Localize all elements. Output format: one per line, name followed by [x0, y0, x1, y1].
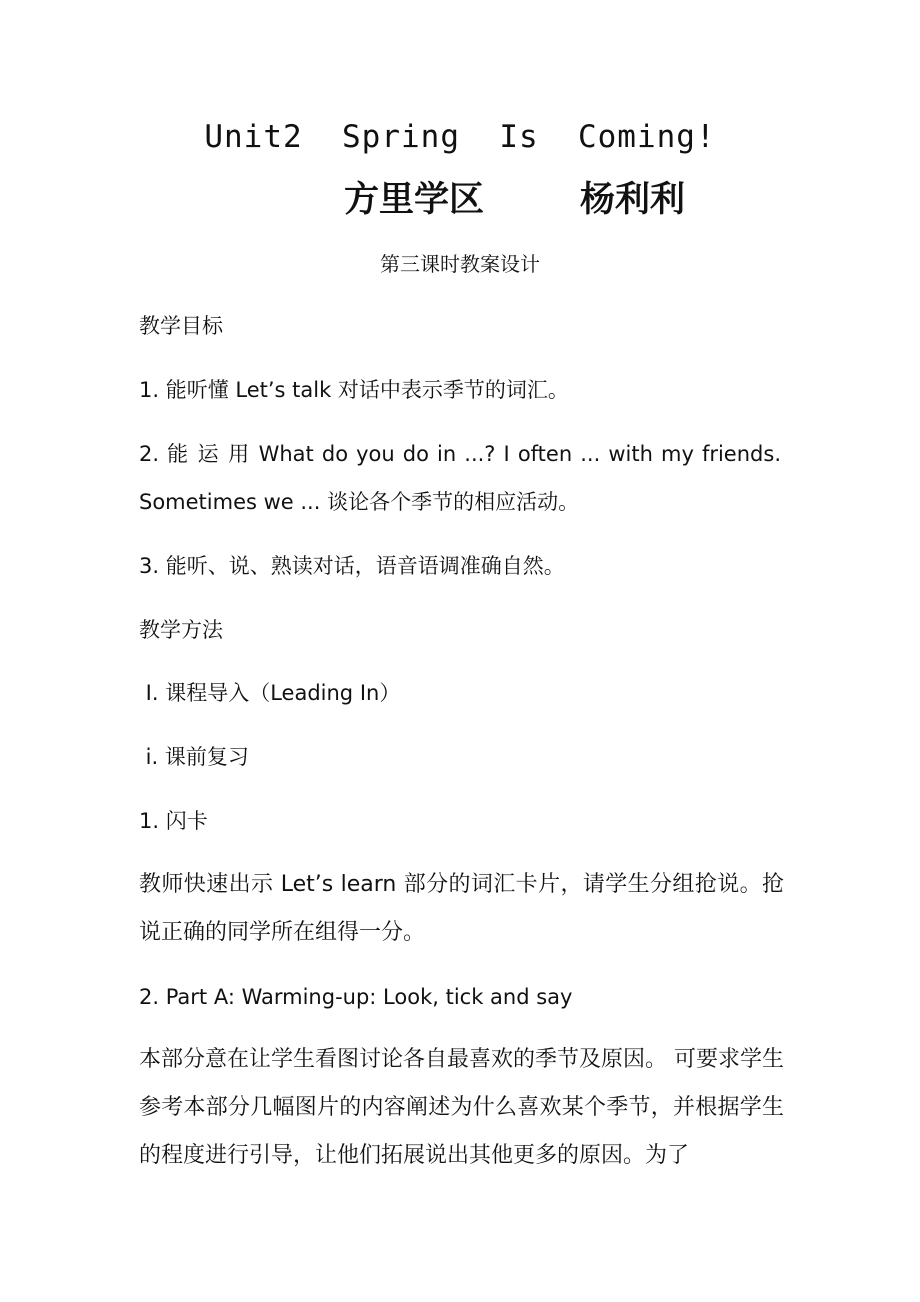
objectives-heading: 教学目标 [139, 314, 223, 338]
document-title: Unit2 Spring Is Coming! [204, 119, 716, 155]
lesson-subtitle: 第三课时教案设计 [380, 252, 540, 276]
part-1-heading: Ⅰ. 课程导入（Leading In） [139, 681, 401, 705]
author-line [0, 172, 920, 228]
methods-heading: 教学方法 [139, 618, 223, 642]
objective-2-line-1: 2. 能 运 用 What do you do in ...? I often ... with my friends. [139, 442, 781, 466]
step-1-heading: 1. 闪卡 [139, 809, 208, 833]
step-2-description: 本部分意在让学生看图讨论各自最喜欢的季节及原因。 可要求学生参考本部分几幅图片的内容阐述为什么喜欢某个季节，并根据学生的程度进行引导，让他们拓展说出其他更多的原因。为了 [139, 1047, 784, 1168]
author-name: 杨利利 [580, 180, 686, 220]
step-2-heading: 2. Part A: Warming-up: Look, tick and say [139, 985, 573, 1009]
step-1-description: 教师快速出示 Let’s learn 部分的词汇卡片，请学生分组抢说。抢说正确的同学所在组得一分。 [139, 872, 784, 945]
objective-3: 3. 能听、说、熟读对话，语音语调准确自然。 [139, 554, 565, 578]
district-name: 方里学区 [344, 180, 485, 220]
objective-1: 1. 能听懂 Let’s talk 对话中表示季节的词汇。 [139, 378, 569, 402]
part-1-subheading: ⅰ. 课前复习 [139, 745, 249, 769]
objective-2-line-2: Sometimes we ... 谈论各个季节的相应活动。 [139, 490, 580, 514]
